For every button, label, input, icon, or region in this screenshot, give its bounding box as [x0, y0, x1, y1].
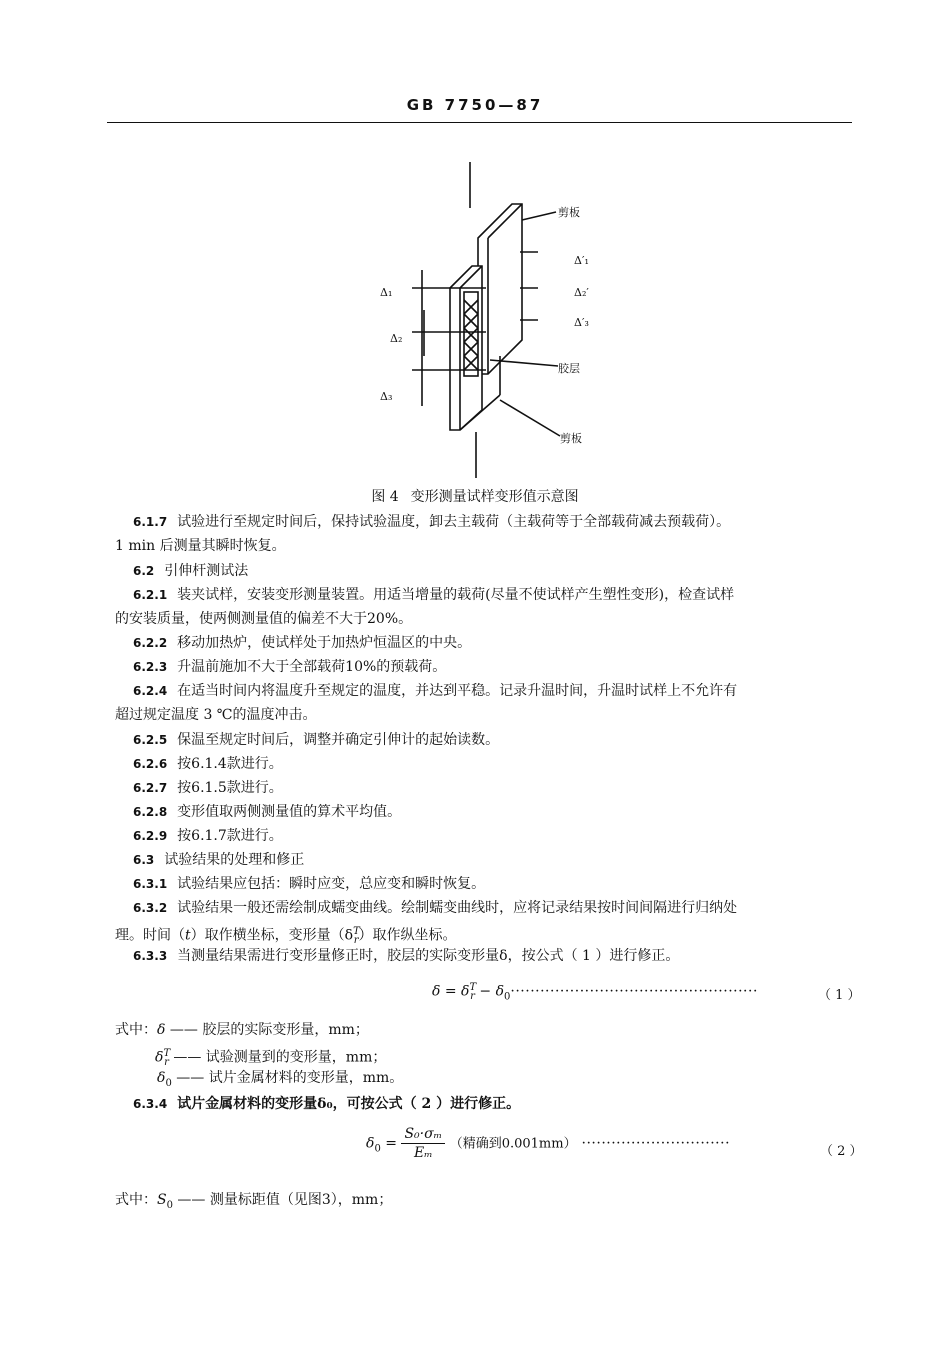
para-6-2-8: 6.2.8 变形值取两侧测量值的算术平均值。 [133, 804, 402, 820]
formula-1: $\delta = \delta^T_r - \delta_0\cdot\cdot\cdot\cdot\cdot\cdot\cdot\cdot\cdot\cdot\cdot\cdot\cdot\cdot\cdot\cdot\cdot\cdot\cdot\cdot\cdot\cdot\cdot\cdot\cdot\cdot\cdot\cdot\cdot\cdot\cdot\cdot\cdot\cdot\cdot\cdot\cdot\cdot\cdot\cdot\cdot\cdot\cdot\cdot\cdot\cdot\cdot\cdot\cdot\cdot$ [432, 982, 758, 1003]
label-shear-plate-top: 剪板 [558, 206, 580, 219]
specimen-diagram [360, 160, 620, 480]
para-6-1-7-line1: 6.1.7 试验进行至规定时间后，保持试验温度，卸去主载荷（主载荷等于全部载荷减去预载荷）。 [133, 514, 731, 530]
where-s0: 式中：$S_0$ —— 测量标距值（见图3），mm； [115, 1192, 393, 1211]
para-6-2-5: 6.2.5 保温至规定时间后，调整并确定引伸计的起始读数。 [133, 732, 500, 748]
para-6-2-9: 6.2.9 按6.1.7款进行。 [133, 828, 283, 844]
section-6-2-heading: 6.2 引伸杆测试法 [133, 563, 249, 579]
label-delta3p: Δ′₃ [574, 316, 589, 329]
label-delta1p: Δ′₁ [574, 254, 589, 267]
para-6-3-3: 6.3.3 当测量结果需进行变形量修正时，胶层的实际变形量δ，按公式（ 1 ）进行修正。 [133, 948, 680, 964]
label-delta2p: Δ₂′ [574, 286, 589, 299]
page-header: GB 7750—87 [406, 96, 544, 114]
label-delta2: Δ₂ [390, 332, 403, 345]
figure-4 [360, 160, 620, 480]
para-6-2-1-line1: 6.2.1 装夹试样，安装变形测量装置。用适当增量的载荷(尽量不使试样产生塑性变形)，检查试样 [133, 587, 735, 603]
caption-number: 图 4 [371, 489, 399, 505]
para-6-3-4: 6.3.4 试片金属材料的变形量δ₀，可按公式（ 2 ）进行修正。 [133, 1096, 521, 1112]
para-6-2-4-line2: 超过规定温度 3 ℃的温度冲击。 [115, 707, 317, 723]
label-delta1: Δ₁ [380, 286, 393, 299]
section-6-3-heading: 6.3 试验结果的处理和修正 [133, 852, 305, 868]
where-delta-tr: $\delta^T_r$ —— 试验测量到的变形量，mm； [155, 1048, 387, 1069]
para-6-2-7: 6.2.7 按6.1.5款进行。 [133, 780, 283, 796]
leader-dots-1: ·················································· [510, 983, 758, 1000]
header-rule [107, 122, 852, 123]
formula-2-fraction: $\frac{\text{S₀·σₘ}}{\text{Eₘ}}$ [401, 1126, 445, 1161]
equation-number-2: （ 2 ） [820, 1144, 863, 1159]
caption-text: 变形测量试样变形值示意图 [410, 489, 579, 505]
para-6-2-3: 6.2.3 升温前施加不大于全部载荷10%的预载荷。 [133, 659, 447, 675]
label-shear-plate-bottom: 剪板 [560, 432, 582, 445]
figure-caption [0, 486, 950, 506]
para-6-3-2-line1: 6.3.2 试验结果一般还需绘制成蠕变曲线。绘制蠕变曲线时，应将记录结果按时间间隔进行归纳处 [133, 900, 738, 916]
para-6-2-4-line1: 6.2.4 在适当时间内将温度升至规定的温度，并达到平稳。记录升温时间，升温时试样上不允许有 [133, 683, 738, 699]
para-6-3-2-line2: 理。时间（t）取作横坐标，变形量$(\delta^T_r)$取作纵坐标。 [115, 926, 457, 947]
para-6-2-6: 6.2.6 按6.1.4款进行。 [133, 756, 283, 772]
para-6-3-1: 6.3.1 试验结果应包括：瞬时应变，总应变和瞬时恢复。 [133, 876, 486, 892]
label-delta3: Δ₃ [380, 390, 393, 403]
leader-dots-2: ······························ [576, 1135, 731, 1152]
para-6-2-1-line2: 的安装质量，使两侧测量值的偏差不大于20%。 [115, 611, 413, 627]
para-6-1-7-line2: 1 min 后测量其瞬时恢复。 [115, 538, 286, 554]
equation-number-1: （ 1 ） [818, 988, 861, 1003]
formula-2: $\delta_0$ = $\frac{\text{S₀·σₘ}}{\text{Eₘ}}$ （精确到0.001mm） ······························ [366, 1126, 731, 1161]
where-delta: 式中：δ —— 胶层的实际变形量，mm； [115, 1022, 369, 1038]
label-glue-layer: 胶层 [558, 362, 580, 375]
para-6-2-2: 6.2.2 移动加热炉，使试样处于加热炉恒温区的中央。 [133, 635, 472, 651]
where-delta-0: $\delta_0$ —— 试片金属材料的变形量，mm。 [157, 1070, 404, 1089]
